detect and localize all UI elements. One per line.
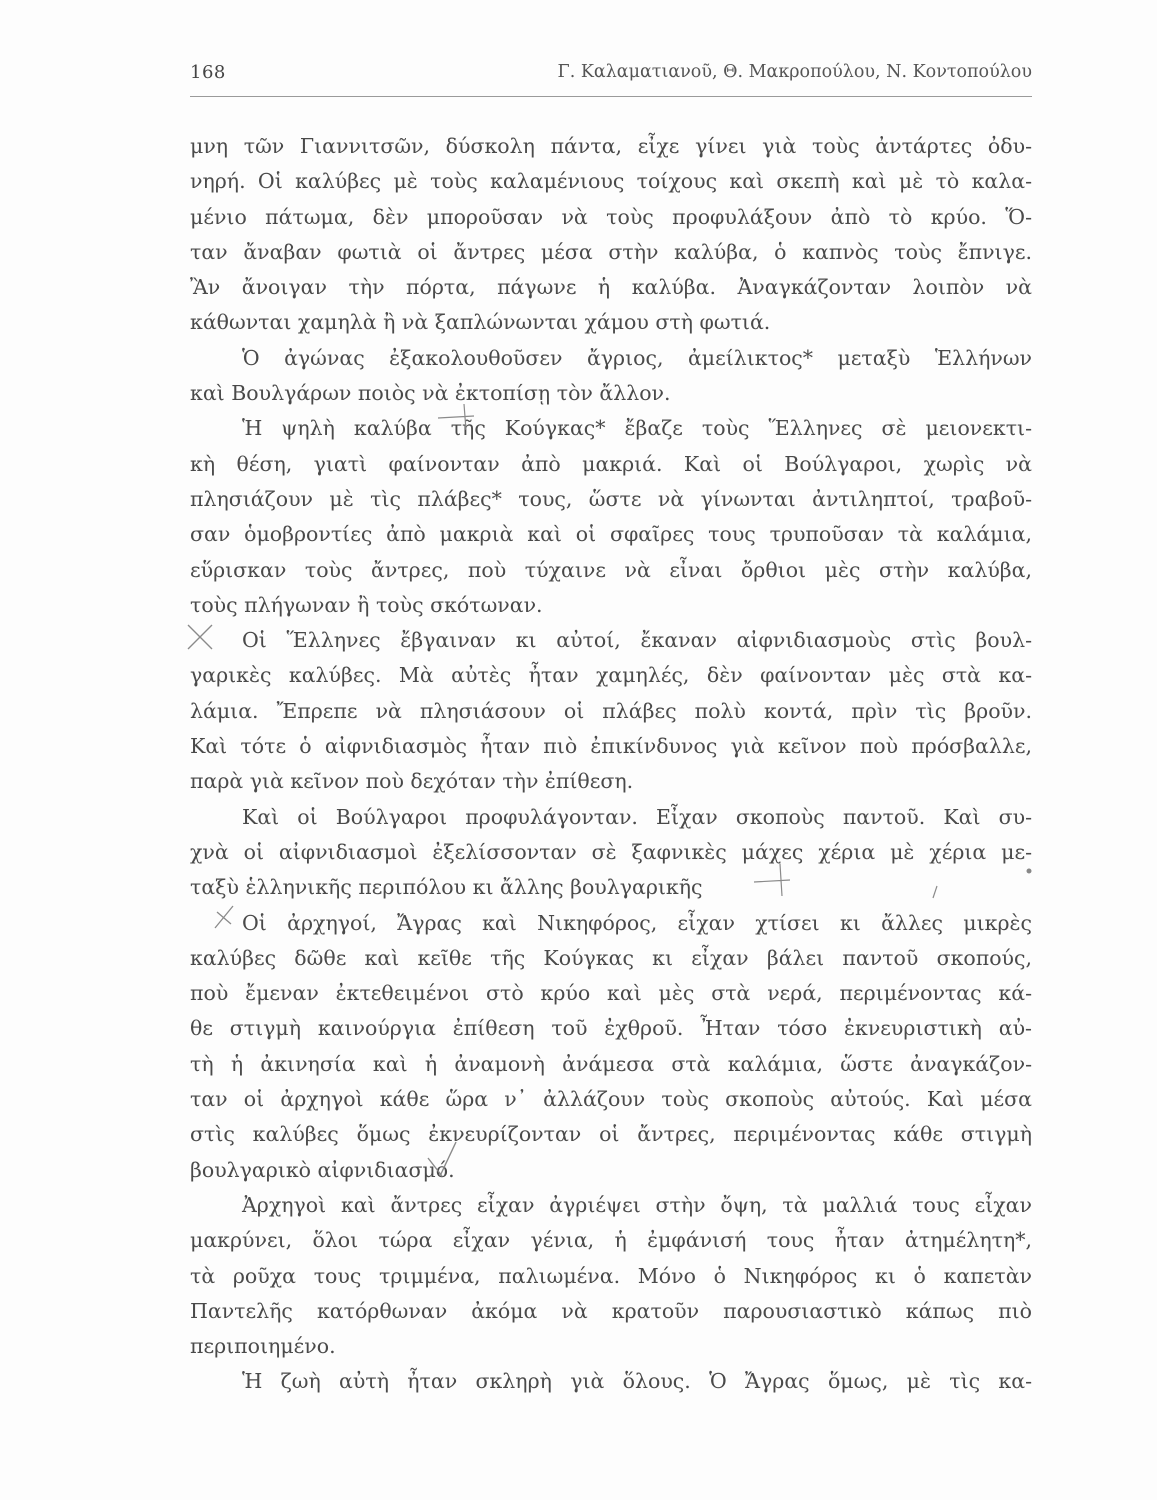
text-line: ταξὺ ἑλληνικῆς περιπόλου κι ἄλλης βουλγαρικῆς: [190, 875, 703, 900]
text-line: καὶ Βουλγάρων ποιὸς νὰ ἐκτοπίσῃ τὸν ἄλλον.: [190, 381, 671, 406]
text-line: σαν ὁμοβροντίες ἀπὸ μακριὰ καὶ οἱ σφαῖρες τους τρυποῦσαν τὰ καλάμια,: [190, 522, 1032, 547]
text-line: βουλγαρικὸ αἰφνιδιασμό.: [190, 1157, 455, 1182]
text-line: εὕρισκαν τοὺς ἄντρες, ποὺ τύχαινε νὰ εἶναι ὄρθιοι μὲς στὴν καλύβα,: [190, 557, 1032, 582]
paragraph-first-line: Ὁ ἀγώνας ἐξακολουθοῦσεν ἄγριος, ἀμείλικτος* μεταξὺ Ἑλλήνων: [242, 345, 1032, 370]
paragraph-first-line: Ἡ ζωὴ αὐτὴ ἦταν σκληρὴ γιὰ ὅλους. Ὁ Ἄγρας ὅμως, μὲ τὶς κα-: [242, 1369, 1032, 1394]
text-line: νηρή. Οἱ καλύβες μὲ τοὺς καλαμένιους τοίχους καὶ σκεπὴ καὶ μὲ τὸ καλα-: [190, 169, 1032, 194]
pencil-dot-mark: [1024, 866, 1034, 876]
paragraph-first-line: Οἱ Ἕλληνες ἔβγαιναν κι αὐτοί, ἔκαναν αἰφνιδιασμοὺς στὶς βουλ-: [242, 628, 1032, 653]
text-line: γαρικὲς καλύβες. Μὰ αὐτὲς ἦταν χαμηλές, δὲν φαίνονταν μὲς στὰ κα-: [190, 663, 1032, 688]
text-line: τὴ ἡ ἀκινησία καὶ ἡ ἀναμονὴ ἀνάμεσα στὰ καλάμια, ὥστε ἀναγκάζον-: [190, 1051, 1032, 1076]
paragraph-first-line: Ἀρχηγοὶ καὶ ἄντρες εἶχαν ἀγριέψει στὴν ὄψη, τὰ μαλλιά τους εἶχαν: [242, 1192, 1032, 1217]
text-line: στὶς καλύβες ὅμως ἐκνευρίζονταν οἱ ἄντρες, περιμένοντας κάθε στιγμὴ: [190, 1122, 1032, 1147]
text-line: ποὺ ἔμεναν ἐκτεθειμένοι στὸ κρύο καὶ μὲς στὰ νερά, περιμένοντας κά-: [190, 981, 1032, 1006]
pencil-cross-mark: [752, 862, 792, 898]
pencil-cross-mark: [424, 1140, 460, 1180]
text-line: θε στιγμὴ καινούργια ἐπίθεση τοῦ ἐχθροῦ. Ἦταν τόσο ἐκνευριστικὴ αὐ-: [190, 1016, 1032, 1041]
text-line: καλύβες δῶθε καὶ κεῖθε τῆς Κούγκας κι εἶχαν βάλει παντοῦ σκοπούς,: [190, 945, 1032, 970]
text-line: κάθωνται χαμηλὰ ἢ νὰ ξαπλώνωνται χάμου στὴ φωτιά.: [190, 310, 771, 335]
pencil-cross-mark: [211, 902, 237, 932]
text-line: Καὶ τότε ὁ αἰφνιδιασμὸς ἦταν πιὸ ἐπικίνδυνος γιὰ κεῖνον ποὺ πρόσβαλλε,: [190, 734, 1032, 759]
text-line: περιποιημένο.: [190, 1334, 336, 1359]
body-text: [190, 129, 1032, 1400]
text-line: χνὰ οἱ αἰφνιδιασμοὶ ἐξελίσσονταν σὲ ξαφνικὲς μάχες χέρια μὲ χέρια με-: [190, 839, 1032, 864]
text-line: κὴ θέση, γιατὶ φαίνονταν ἀπὸ μακριά. Καὶ οἱ Βούλγαροι, χωρὶς νὰ: [190, 451, 1032, 476]
running-head: Γ. Καλαματιανοῦ, Θ. Μακροπούλου, Ν. Κοντοπούλου: [557, 62, 1032, 82]
text-line: μένιο πάτωμα, δὲν μποροῦσαν νὰ τοὺς προφυλάξουν ἀπὸ τὸ κρύο. Ὅ-: [190, 204, 1032, 229]
paragraph-first-line: Οἱ ἀρχηγοί, Ἄγρας καὶ Νικηφόρος, εἶχαν χτίσει κι ἄλλες μικρὲς: [242, 910, 1032, 935]
text-line: μνη τῶν Γιαννιτσῶν, δύσκολη πάντα, εἶχε γίνει γιὰ τοὺς ἀντάρτες ὀδυ-: [190, 134, 1032, 158]
page-number: 168: [190, 62, 226, 83]
header-rule: [190, 96, 1032, 97]
text-line: λάμια. Ἔπρεπε νὰ πλησιάσουν οἱ πλάβες πολὺ κοντά, πρὶν τὶς βροῦν.: [190, 698, 1032, 723]
text-line: Παντελῆς κατόρθωναν ἀκόμα νὰ κρατοῦν παρουσιαστικὸ κάπως πιὸ: [190, 1298, 1032, 1323]
pencil-cross-mark: [184, 621, 216, 653]
page-header: [190, 62, 1032, 96]
paragraph-first-line: Καὶ οἱ Βούλγαροι προφυλάγονταν. Εἶχαν σκοποὺς παντοῦ. Καὶ συ-: [242, 804, 1032, 829]
pencil-cross-mark: [436, 402, 476, 432]
text-line: Ἂν ἄνοιγαν τὴν πόρτα, πάγωνε ἡ καλύβα. Ἀναγκάζονταν λοιπὸν νὰ: [190, 275, 1032, 300]
text-line: τοὺς πλήγωναν ἢ τοὺς σκότωναν.: [190, 592, 543, 617]
text-line: παρὰ γιὰ κεῖνον ποὺ δεχόταν τὴν ἐπίθεση.: [190, 769, 634, 794]
pencil-tick-mark: [930, 884, 940, 900]
text-line: ταν ἄναβαν φωτιὰ οἱ ἄντρες μέσα στὴν καλύβα, ὁ καπνὸς τοὺς ἔπνιγε.: [190, 239, 1032, 264]
text-line: ταν οἱ ἀρχηγοὶ κάθε ὥρα ν᾿ ἀλλάζουν τοὺς σκοποὺς αὐτούς. Καὶ μέσα: [190, 1087, 1032, 1112]
text-line: τὰ ροῦχα τους τριμμένα, παλιωμένα. Μόνο ὁ Νικηφόρος κι ὁ καπετὰν: [190, 1263, 1032, 1288]
paragraph-first-line: Ἡ ψηλὴ καλύβα τῆς Κούγκας* ἔβαζε τοὺς Ἕλληνες σὲ μειονεκτι-: [242, 416, 1032, 441]
text-line: πλησιάζουν μὲ τὶς πλάβες* τους, ὥστε νὰ γίνωνται ἀντιληπτοί, τραβοῦ-: [190, 486, 1032, 511]
text-line: μακρύνει, ὅλοι τώρα εἶχαν γένια, ἡ ἐμφάνισή τους ἦταν ἀτημέλητη*,: [190, 1228, 1032, 1253]
